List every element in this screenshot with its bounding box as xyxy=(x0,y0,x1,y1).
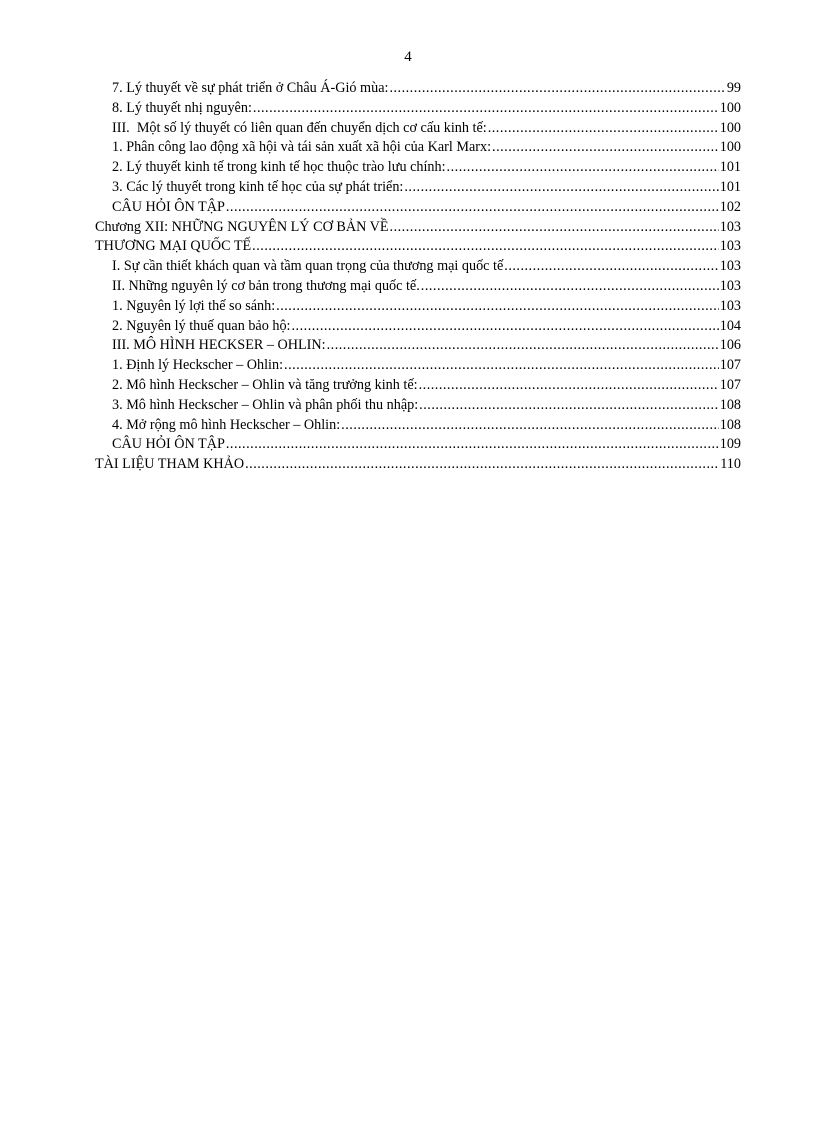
toc-entry-title: THƯƠNG MẠI QUỐC TẾ xyxy=(95,238,252,255)
toc-leader-dots xyxy=(419,396,719,416)
toc-leader-dots xyxy=(492,138,719,158)
toc-entry-chapter[interactable] xyxy=(95,218,741,238)
toc-entry-page: 103 xyxy=(719,277,741,294)
toc-entry[interactable] xyxy=(95,79,741,99)
toc-entry-page: 101 xyxy=(719,159,741,176)
toc-entry-title: 3. Các lý thuyết trong kinh tế học của sự phát triển: xyxy=(112,178,404,195)
toc-entry[interactable] xyxy=(95,99,741,119)
toc-entry-page: 102 xyxy=(719,198,741,215)
toc-entry-title: II. Những nguyên lý cơ bản trong thương mại quốc tế. xyxy=(112,277,420,294)
toc-entry-title: III. Một số lý thuyết có liên quan đến chuyển dịch cơ cấu kinh tế: xyxy=(112,119,487,136)
toc-entry[interactable] xyxy=(95,158,741,178)
toc-entry-page: 99 xyxy=(726,80,741,96)
toc-entry-page: 100 xyxy=(719,139,741,156)
toc-entry-title: 7. Lý thuyết về sự phát triển ở Châu Á-Gió mùa: xyxy=(112,80,389,96)
toc-leader-dots xyxy=(245,455,719,475)
toc-leader-dots xyxy=(447,158,719,178)
toc-entry-page: 107 xyxy=(719,376,741,393)
toc-entry[interactable] xyxy=(95,317,741,337)
toc-leader-dots xyxy=(504,257,718,277)
toc-entry-title: I. Sự cần thiết khách quan và tầm quan trọng của thương mại quốc tế xyxy=(112,258,504,275)
toc-entry[interactable] xyxy=(95,396,741,416)
toc-leader-dots xyxy=(276,297,719,317)
toc-entry-title: 4. Mở rộng mô hình Heckscher – Ohlin: xyxy=(112,416,341,433)
toc-entry-chapter[interactable] xyxy=(95,237,741,257)
table-of-contents xyxy=(95,79,741,475)
toc-entry-title: 3. Mô hình Heckscher – Ohlin và phân phối thu nhập: xyxy=(112,396,419,413)
toc-entry-title: Chương XII: NHỮNG NGUYÊN LÝ CƠ BẢN VỀ xyxy=(95,218,389,235)
toc-entry-title: 2. Mô hình Heckscher – Ohlin và tăng trưởng kinh tế: xyxy=(112,376,418,393)
toc-entry[interactable] xyxy=(95,336,741,356)
toc-entry-page: 103 xyxy=(719,238,741,255)
toc-leader-dots xyxy=(419,376,719,396)
toc-entry-title: 2. Nguyên lý thuế quan bảo hộ: xyxy=(112,317,291,334)
toc-entry-page: 100 xyxy=(719,99,741,116)
toc-entry-page: 109 xyxy=(719,436,741,453)
toc-entry-title: 1. Phân công lao động xã hội và tái sản xuất xã hội của Karl Marx: xyxy=(112,139,492,156)
page-number: 4 xyxy=(404,49,412,65)
toc-entry[interactable] xyxy=(95,416,741,436)
toc-entry-page: 103 xyxy=(719,218,741,235)
toc-entry-page: 108 xyxy=(719,396,741,413)
toc-entry-title: 1. Nguyên lý lợi thế so sánh: xyxy=(112,297,276,314)
toc-entry-title: TÀI LIỆU THAM KHẢO xyxy=(95,456,245,473)
toc-leader-dots xyxy=(341,416,719,436)
toc-entry-title: CÂU HỎI ÔN TẬP xyxy=(112,436,225,453)
toc-leader-dots xyxy=(292,317,719,337)
toc-leader-dots xyxy=(226,198,719,218)
toc-entry-page: 101 xyxy=(719,178,741,195)
toc-entry-title: 8. Lý thuyết nhị nguyên: xyxy=(112,99,252,116)
toc-leader-dots xyxy=(404,178,718,198)
toc-entry-page: 107 xyxy=(719,357,741,374)
toc-entry-page: 100 xyxy=(719,119,741,136)
toc-leader-dots xyxy=(421,277,719,297)
toc-leader-dots xyxy=(284,356,719,376)
toc-entry-page: 103 xyxy=(719,297,741,314)
toc-entry[interactable] xyxy=(95,198,741,218)
toc-entry-page: 108 xyxy=(719,416,741,433)
toc-entry-page: 104 xyxy=(719,317,741,334)
toc-entry[interactable] xyxy=(95,138,741,158)
toc-leader-dots xyxy=(252,237,719,257)
toc-entry-title: CÂU HỎI ÔN TẬP xyxy=(112,198,225,215)
toc-leader-dots xyxy=(389,79,725,99)
toc-entry[interactable] xyxy=(95,356,741,376)
toc-entry-page: 103 xyxy=(719,258,741,275)
toc-entry[interactable] xyxy=(95,435,741,455)
toc-entry[interactable] xyxy=(95,277,741,297)
toc-leader-dots xyxy=(226,435,719,455)
toc-leader-dots xyxy=(327,336,719,356)
toc-entry[interactable] xyxy=(95,297,741,317)
toc-entry[interactable] xyxy=(95,257,741,277)
toc-entry-page: 110 xyxy=(720,456,741,473)
toc-entry[interactable] xyxy=(95,178,741,198)
toc-entry-title: 2. Lý thuyết kinh tế trong kinh tế học thuộc trào lưu chính: xyxy=(112,159,446,176)
toc-entry[interactable] xyxy=(95,376,741,396)
toc-entry-references[interactable] xyxy=(95,455,741,475)
toc-leader-dots xyxy=(390,218,719,238)
toc-entry-page: 106 xyxy=(719,337,741,354)
toc-entry[interactable] xyxy=(95,119,741,139)
toc-entry-title: III. MÔ HÌNH HECKSER – OHLIN: xyxy=(112,337,326,354)
toc-entry-title: 1. Định lý Heckscher – Ohlin: xyxy=(112,357,284,374)
toc-leader-dots xyxy=(488,119,719,139)
toc-leader-dots xyxy=(253,99,719,119)
